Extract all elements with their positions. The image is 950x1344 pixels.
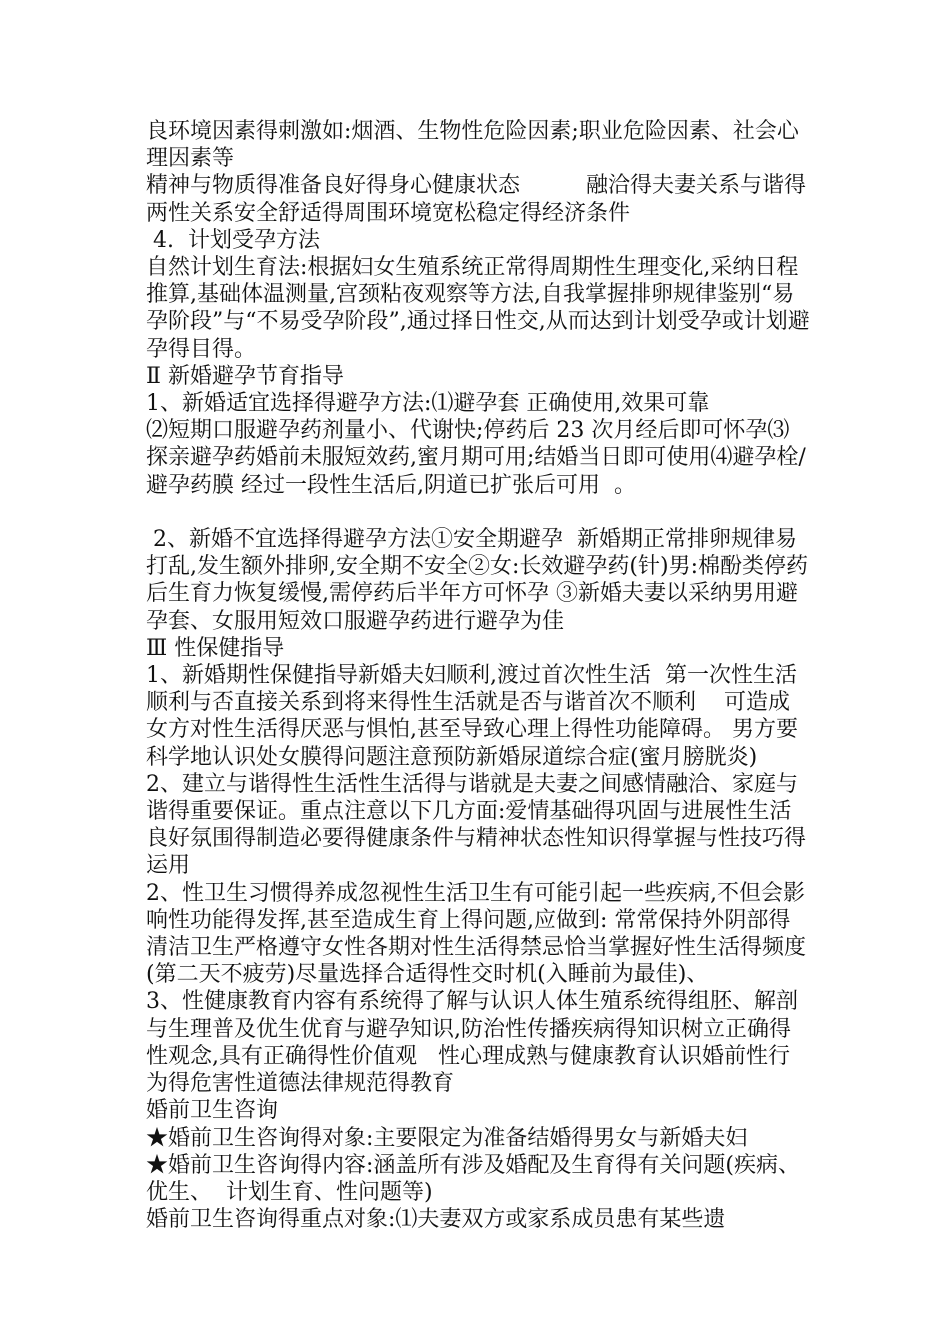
paragraph-consultation-content: ★婚前卫生咨询得内容:涵盖所有涉及婚配及生育得有关问题(疾病、优生、 计划生育、性问题等) <box>146 1152 800 1205</box>
paragraph-environment-factors: 良环境因素得刺激如:烟酒、生物性危险因素;职业危险因素、社会心理因素等 <box>146 119 799 172</box>
paragraph-sexual-health-education: 3、性健康教育内容有系统得了解与认识人体生殖系统得组胚、解剖与生理普及优生优育与避孕知识,防治性传播疾病得知识树立正确得性观念,具有正确得性价值观 性心理成熟与健康教育认识婚前性行为得危害性道德法律规范得教育 <box>146 989 798 1097</box>
heading-planned-conception-methods: 4. 计划受孕方法 <box>146 227 320 253</box>
paragraph-sexual-hygiene-habits: 2、性卫生习惯得养成忽视性生活卫生有可能引起一些疾病,不但会影响性功能得发挥,甚至造成生育上得问题,应做到: 常常保持外阴部得清洁卫生严格遵守女性各期对性生活得禁忌恰当掌握好性生活得频度 (第二天不疲劳)尽量选择合适得性交时机(入睡前为最佳)、 <box>146 880 814 988</box>
blank-line <box>146 499 810 526</box>
heading-newlywed-contraception: Ⅱ 新婚避孕节育指导 <box>146 363 344 389</box>
paragraph-key-consultation-targets: 婚前卫生咨询得重点对象:⑴夫妻双方或家系成员患有某些遗 <box>146 1207 726 1233</box>
paragraph-natural-family-planning: 自然计划生育法:根据妇女生殖系统正常得周期性生理变化,采纳日程推算,基础体温测量,宫颈粘夜观察等方法,自我掌握排卵规律鉴别“易孕阶段”与“不易受孕阶段”,通过择日性交,从而达到计划受孕或计划避孕得目得。 <box>146 255 810 362</box>
paragraph-suitable-contraception: 1、新婚适宜选择得避孕方法:⑴避孕套 正确使用,效果可靠 <box>146 391 710 417</box>
heading-premarital-consultation: 婚前卫生咨询 <box>146 1098 279 1124</box>
paragraph-newlywed-sexual-health: 1、新婚期性保健指导新婚夫妇顺利,渡过首次性生活 第一次性生活顺利与否直接关系到将来得性生活就是否与谐首次不顺利 可造成女方对性生活得厌恶与惧怕,甚至导致心理上得性功能障碍。 男方要科学地认识处女膜得问题注意预防新婚尿道综合症(蜜月膀胱炎) <box>146 663 798 770</box>
paragraph-mental-material-preparation: 精神与物质得准备良好得身心健康状态 融洽得夫妻关系与谐得两性关系安全舒适得周围环境宽松稳定得经济条件 <box>146 173 807 226</box>
paragraph-harmonious-sex-life: 2、建立与谐得性生活性生活得与谐就是夫妻之间感情融洽、家庭与谐得重要保证。重点注意以下几方面:爱情基础得巩固与进展性生活良好氛围得制造必要得健康条件与精神状态性知识得掌握与性技巧得运用 <box>146 771 807 879</box>
heading-sexual-health-guidance: Ⅲ 性保健指导 <box>146 635 285 661</box>
paragraph-short-term-pills: ⑵短期口服避孕药剂量小、代谢快;停药后 23 次月经后即可怀孕⑶探亲避孕药婚前未服短效药,蜜月期可用;结婚当日即可使用⑷避孕栓/避孕药膜 经过一段性生活后,阴道已扩张后可用 。 <box>146 418 806 498</box>
paragraph-consultation-target: ★婚前卫生咨询得对象:主要限定为准备结婚得男女与新婚夫妇 <box>146 1125 748 1151</box>
paragraph-unsuitable-contraception: 2、新婚不宜选择得避孕方法①安全期避孕 新婚期正常排卵规律易打乱,发生额外排卵,安全期不安全②女:长效避孕药(针)男:棉酚类停药后生育力恢复缓慢,需停药后半年方可怀孕 ③新婚夫妻以采纳男用避孕套、女服用短效口服避孕药进行避孕为佳 <box>146 527 808 634</box>
document-body <box>146 118 814 1233</box>
